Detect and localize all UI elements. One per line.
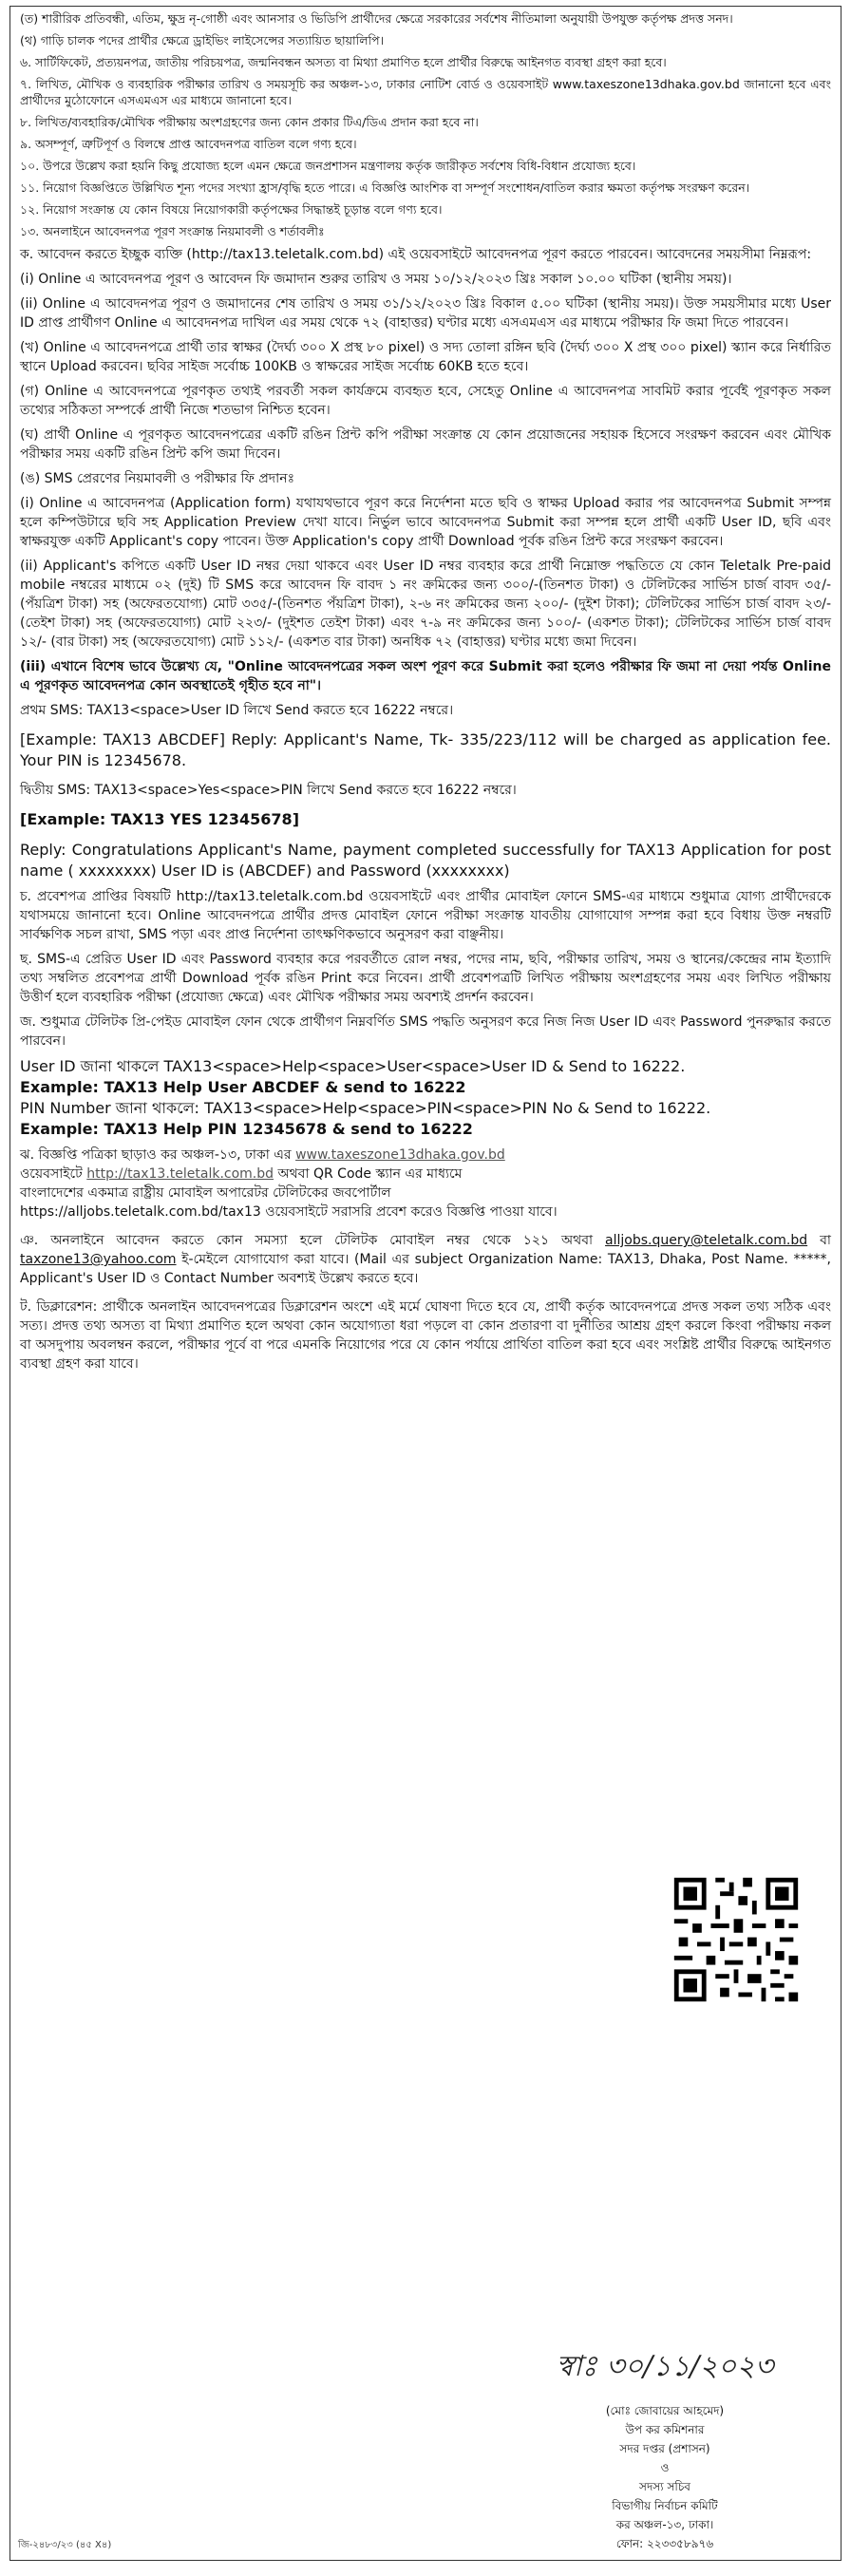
- second-sms-example: [Example: TAX13 YES 12345678]: [20, 810, 299, 828]
- recover-pin: PIN Number জানা থাকলে: TAX13<space>Help<space>PIN<space>PIN No & Send to 16222.: [20, 1099, 711, 1117]
- para-13-heading: ১৩. অনলাইনে আবেদনপত্র পূরণ সংক্রান্ত নিয়মাবলী ও শর্তাবলীঃ: [20, 224, 325, 238]
- alljobs-email-link[interactable]: alljobs.query@teletalk.com.bd: [605, 1233, 808, 1248]
- para-chha: ছ. SMS-এ প্রেরিত User ID এবং Password ব্যবহার করে পরবর্তীতে রোল নম্বর, পদের নাম, ছবি, পরীক্ষার তারিখ, সময় ও স্থানের/কেন্দ্রের নাম ইত্যাদি তথ্য সম্বলিত প্রবেশপত্র প্রার্থী Download পূর্বক রঙিন Print করে নিবেন। প্রার্থী প্রবেশপত্রটি লিখিত পরীক্ষায় অংশগ্রহণের সময় এবং লিখিত পরীক্ষায় উত্তীর্ণ হলে ব্যবহারিক পরীক্ষা (প্রযোজ্য ক্ষেত্রে) এবং মৌখিক পরীক্ষার সময় অবশ্যই প্রদর্শন করবেন।: [20, 952, 831, 1005]
- mail-subject-text: ই-মেইলে যোগাযোগ করা যাবে। (Mail এর subject Organization Name: TAX13, Dhaka, Post Name. *****, Applicant's User ID ও Contact Number অবশ্যই উল্লেখ করতে হবে।: [20, 1252, 831, 1286]
- para-th: (থ) গাড়ি চালক পদের প্রার্থীর ক্ষেত্রে ড্রাইভিং লাইসেন্সের সত্যায়িত ছায়ালিপি।: [20, 33, 385, 47]
- para-sms-i: (i) Online এ আবেদনপত্র (Application form) যথাযথভাবে পূরণ করে নির্দেশনা মতে ছবি ও স্বাক্ষর Upload করার পর আবেদনপত্র Submit সম্পন্ন হলে কম্পিউটারে ছবি সহ Application Preview দেখা যাবে। নির্ভুল ভাবে আবেদনপত্র Submit করা সম্পন্ন হলে প্রার্থী একটি User ID, ছবি এবং স্বাক্ষরযুক্ত একটি Applicant's copy পাবেন। উক্ত Application's copy প্রার্থী Download পূর্বক রঙিন প্রিন্ট করে সংরক্ষণ করবেন।: [20, 496, 831, 549]
- jha-text: ঝ. বিজ্ঞপ্তি পত্রিকা ছাড়াও কর অঞ্চল-১৩, ঢাকা এর: [20, 1147, 296, 1163]
- recover-userid-example: Example: TAX13 Help User ABCDEF & send to 16222: [20, 1078, 466, 1096]
- para-6: ৬. সার্টিফিকেট, প্রত্যয়নপত্র, জাতীয় পরিচয়পত্র, জন্মনিবন্ধন অসত্য বা মিথ্যা প্রমাণিত হলে প্রার্থীর বিরুদ্ধে আইনগত ব্যবস্থা গ্রহণ করা হবে।: [20, 55, 667, 69]
- para-sms-ii: (ii) Applicant's কপিতে একটি User ID নম্বর দেয়া থাকবে এবং User ID নম্বর ব্যবহার করে প্রার্থী নিম্নোক্ত পদ্ধতিতে যে কোন Teletalk Pre-paid mobile নম্বরের মাধ্যমে ০২ (দুই) টি SMS করে আবেদন ফি বাবদ ১ নং ক্রমিকের জন্য ৩০০/-(তিনশত টাকা) ও টেলিটকের সার্ভিস চার্জ বাবদ ৩৫/-(পঁয়ত্রিশ টাকা) সহ (অফেরতযোগ্য) মোট ৩৩৫/-(তিনশত পঁয়ত্রিশ টাকা), ২-৬ নং ক্রমিকের জন্য ২০০/- (দুইশ টাকা); টেলিটকের সার্ভিস চার্জ বাবদ ২৩/- (তেইশ টাকা) সহ (অফেরতযোগ্য) মোট ২২৩/- (দুইশত তেইশ টাকা) এবং ৭-৯ নং ক্রমিকের জন্য ১০০/- (একশত টাকা); টেলিটকের সার্ভিস চার্জ বাবদ ১২/- (বার টাকা) সহ (অফেরতযোগ্য) মোট ১১২/- (একশত বার টাকা) অনধিক ৭২ (বাহাত্তর) ঘণ্টার মধ্যে জমা দিবেন।: [20, 559, 831, 650]
- para-cha: চ. প্রবেশপত্র প্রাপ্তির বিষয়টি http://tax13.teletalk.com.bd ওয়েবসাইটে এবং প্রার্থীর মোবাইল ফোনে SMS-এর মাধ্যমে শুধুমাত্র যোগ্য প্রার্থীদেরকে যথাসময়ে জানানো হবে। Online আবেদনপত্রে প্রার্থীর প্রদত্ত মোবাইল ফোনে পরীক্ষা সংক্রান্ত যাবতীয় যোগাযোগ সম্পন্ন করা হবে বিধায় উক্ত নম্বরটি সার্বক্ষণিক সচল রাখা, SMS পড়া এবং প্রাপ্ত নির্দেশনা তাৎক্ষণিকভাবে অনুসরণ করা বাঞ্ছনীয়।: [20, 889, 831, 942]
- nya-text: ঞ. অনলাইনে আবেদন করতে কোন সমস্যা হলে টেলিটক মোবাইল নম্বর থেকে ১২১ অথবা: [20, 1233, 606, 1248]
- signatory-title-3: সদস্য সচিব: [639, 2480, 690, 2493]
- signatory-and: ও: [660, 2461, 670, 2474]
- para-deadline-start: (i) Online এ আবেদনপত্র পূরণ ও আবেদন ফি জমাদান শুরুর তারিখ ও সময় ১০/১২/২০২৩ খ্রিঃ সকাল ১০.০০ ঘটিকা (স্থানীয় সময়)।: [20, 272, 732, 287]
- para-9: ৯. অসম্পূর্ণ, ত্রুটিপূর্ণ ও বিলম্বে প্রাপ্ত আবেদনপত্র বাতিল বলে গণ্য হবে।: [20, 137, 357, 151]
- signatory-phone: ফোন: ২২৩৩৫৮৯৭৬: [615, 2537, 714, 2550]
- para-deadline-end: (ii) Online এ আবেদনপত্র পূরণ ও জমাদানের শেষ তারিখ ও সময় ৩১/১২/২০২৩ খ্রিঃ বিকাল ৫.০০ ঘটিকা (স্থানীয় সময়)। উক্ত সময়সীমার মধ্যে User ID প্রাপ্ত প্রার্থীগণ Online এ আবেদনপত্র দাখিল এর সময় থেকে ৭২ (বাহাত্তর) ঘণ্টার মধ্যে এসএমএস এর মাধ্যমে পরীক্ষার ফি জমা দিতে পারবেন।: [20, 296, 831, 331]
- taxzone-link[interactable]: www.taxeszone13dhaka.gov.bd: [295, 1147, 505, 1163]
- recover-userid: User ID জানা থাকলে TAX13<space>Help<space>User<space>User ID & Send to 16222.: [20, 1057, 686, 1075]
- signature-block: [527, 2350, 803, 2553]
- para-t: (ত) শারীরিক প্রতিবন্ধী, এতিম, ক্ষুদ্র নৃ-গোষ্ঠী এবং আনসার ও ভিডিপি প্রার্থীদের ক্ষেত্রে সরকারের সর্বশেষ নীতিমালা অনুযায়ী উপযুক্ত কর্তৃপক্ষ প্রদত্ত সনদ।: [20, 11, 733, 26]
- para-12: ১২. নিয়োগ সংক্রান্ত যে কোন বিষয়ে নিয়োগকারী কর্তৃপক্ষের সিদ্ধান্তই চূড়ান্ত বলে গণ্য হবে।: [20, 202, 443, 217]
- para-8: ৮. লিখিত/ব্যবহারিক/মৌখিক পরীক্ষায় অংশগ্রহণের জন্য কোন প্রকার টিএ/ডিএ প্রদান করা হবে না।: [20, 115, 479, 129]
- para-gha: (ঘ) প্রার্থী Online এ পূরণকৃত আবেদনপত্রের একটি রঙিন প্রিন্ট কপি পরীক্ষা সংক্রান্ত যে কোন প্রয়োজনের সহায়ক হিসেবে সংরক্ষণ করবেন এবং মৌখিক পরীক্ষার সময় একটি রঙিন প্রিন্ট কপি জমা দিবেন।: [20, 427, 831, 462]
- taxzone-email-link[interactable]: taxzone13@yahoo.com: [20, 1252, 177, 1267]
- para-ga: (গ) Online এ আবেদনপত্রে পূরণকৃত তথ্যই পরবর্তী সকল কার্যক্রমে ব্যবহৃত হবে, সেহেতু Online এ আবেদনপত্র সাবমিট করার পূর্বেই পূরণকৃত সকল তথ্যের সঠিকতা সম্পর্কে প্রার্থী নিজে শতভাগ নিশ্চিত হবেন।: [20, 384, 831, 418]
- recover-pin-example: Example: TAX13 Help PIN 12345678 & send to 16222: [20, 1120, 473, 1138]
- qr-paragraph: [20, 1146, 637, 1203]
- footer-code: জি-২৪৮৩/২৩ (৪৫ X৪): [18, 2540, 112, 2550]
- first-sms-example: [Example: TAX13 ABCDEF] Reply: Applicant's Name, Tk- 335/223/112 will be charged as application fee. Your PIN is 12345678.: [20, 730, 831, 769]
- signatory-office: কর অঞ্চল-১৩, ঢাকা।: [615, 2518, 714, 2531]
- second-sms: দ্বিতীয় SMS: TAX13<space>Yes<space>PIN লিখে Send করতে হবে 16222 নম্বরে।: [20, 783, 517, 798]
- para-7: ৭. লিখিত, মৌখিক ও ব্যবহারিক পরীক্ষার তারিখ ও সময়সূচি কর অঞ্চল-১৩, ঢাকার নোটিশ বোর্ড ও ওয়েবসাইট www.taxeszone13dhaka.gov.bd জানানো হবে এবং প্রার্থীদের মুঠোফোনে এসএমএস এর মাধ্যমে জানানো হবে।: [20, 77, 831, 107]
- para-ja: জ. শুধুমাত্র টেলিটক প্রি-পেইড মোবাইল ফোন থেকে প্রার্থীগণ নিম্নবর্ণিত SMS পদ্ধতি অনুসরণ করে নিজ নিজ User ID এবং Password পুনরুদ্ধার করতে পারবেন।: [20, 1014, 831, 1049]
- para-kha: (খ) Online এ আবেদনপত্রে প্রার্থী তার স্বাক্ষর (দৈর্ঘ্য ৩০০ X প্রস্থ ৮০ pixel) ও সদ্য তোলা রঙ্গিন ছবি (দৈর্ঘ্য ৩০০ X প্রস্থ ৩০০ pixel) স্ক্যান করে নির্ধারিত স্থানে Upload করবেন। ছবির সাইজ সর্বোচ্চ 100KB ও স্বাক্ষরের সাইজ সর্বোচ্চ 60KB হতে হবে।: [20, 340, 831, 374]
- alljobs-text: https://alljobs.teletalk.com.bd/tax13 ওয়েবসাইটে সরাসরি প্রবেশ করেও বিজ্ঞপ্তি পাওয়া যাবে।: [20, 1204, 558, 1220]
- signatory-title-1: উপ কর কমিশনার: [625, 2423, 705, 2436]
- signatory-title-2: সদর দপ্তর (প্রশাসন): [619, 2442, 710, 2455]
- teletalk-link[interactable]: http://tax13.teletalk.com.bd: [86, 1166, 274, 1182]
- signature-mark: স্বাঃ ৩০/১১/২০২৩: [556, 2350, 774, 2383]
- website-label: ওয়েবসাইটে: [20, 1166, 87, 1182]
- jobportal-text: বাংলাদেশের একমাত্র রাষ্ট্রীয় মোবাইল অপারেটর টেলিটকের জবপোর্টাল: [20, 1185, 391, 1201]
- para-umo: (ঙ) SMS প্রেরণের নিয়মাবলী ও পরীক্ষার ফি প্রদানঃ: [20, 471, 295, 486]
- signatory-name: (মোঃ জোবায়ের আহমেদ): [605, 2404, 725, 2417]
- para-sms-iii: (iii) এখানে বিশেষ ভাবে উল্লেখ্য যে, "Online আবেদনপত্রের সকল অংশ পূরণ করে Submit করা হলেও পরীক্ষার ফি জমা না দেয়া পর্যন্ত Online এ পূরণকৃত আবেদনপত্র কোন অবস্থাতেই গৃহীত হবে না"।: [20, 659, 831, 693]
- signatory-title-4: বিভাগীয় নির্বাচন কমিটি: [612, 2499, 718, 2512]
- first-sms: প্রথম SMS: TAX13<space>User ID লিখে Send করতে হবে 16222 নম্বরে।: [20, 703, 454, 718]
- notice-page: [9, 6, 842, 2561]
- reply-text: Reply: Congratulations Applicant's Name, payment completed successfully for TAX13 Application for post name ( xxxxxxxx) User ID is (ABCDEF) and Password (xxxxxxxx): [20, 841, 831, 880]
- para-11: ১১. নিয়োগ বিজ্ঞপ্তিতে উল্লিখিত শূন্য পদের সংখ্যা হ্রাস/বৃদ্ধি হতে পারে। এ বিজ্ঞপ্তি আংশিক বা সম্পূর্ণ সংশোধন/বাতিল করার ক্ষমতা কর্তৃপক্ষ সংরক্ষণ করেন।: [20, 180, 750, 195]
- para-ka: ক. আবেদন করতে ইচ্ছুক ব্যক্তি (http://tax13.teletalk.com.bd) এই ওয়েবসাইটে আবেদনপত্র পূরণ করতে পারবেন। আবেদনের সময়সীমা নিম্নরূপ:: [20, 247, 812, 262]
- para-10: ১০. উপরে উল্লেখ করা হয়নি কিছু প্রযোজ্য হলে এমন ক্ষেত্রে জনপ্রশাসন মন্ত্রণালয় কর্তৃক জারীকৃত সর্বশেষ বিধি-বিধান প্রযোজ্য হবে।: [20, 159, 636, 173]
- qr-code-icon: [670, 1873, 803, 2006]
- para-declaration: ট. ডিক্লারেশন: প্রার্থীকে অনলাইন আবেদনপত্রের ডিক্লারেশন অংশে এই মর্মে ঘোষণা দিতে হবে যে, প্রার্থী কর্তৃক আবেদনপত্রে প্রদত্ত সকল তথ্য সঠিক এবং সত্য। প্রদত্ত তথ্য অসত্য বা মিথ্যা প্রমাণিত হলে অথবা কোন অযোগ্যতা ধরা পড়লে বা কোন প্রতারণা বা দুর্নীতির আশ্রয় গ্রহণ করলে কিংবা পরীক্ষায় নকল বা অসদুপায় অবলম্বন করলে, পরীক্ষার পূর্বে বা পরে এমনকি নিয়োগের পরে যে কোন পর্যায়ে প্রার্থিতা বাতিল করা হবে এবং সংশ্লিষ্ট প্রার্থীর বিরুদ্ধে আইনগত ব্যবস্থা গ্রহণ করা যাবে।: [20, 1299, 831, 1372]
- qr-text: অথবা QR Code স্ক্যান এর মাধ্যমে: [274, 1166, 463, 1182]
- or-text: বা: [807, 1233, 831, 1248]
